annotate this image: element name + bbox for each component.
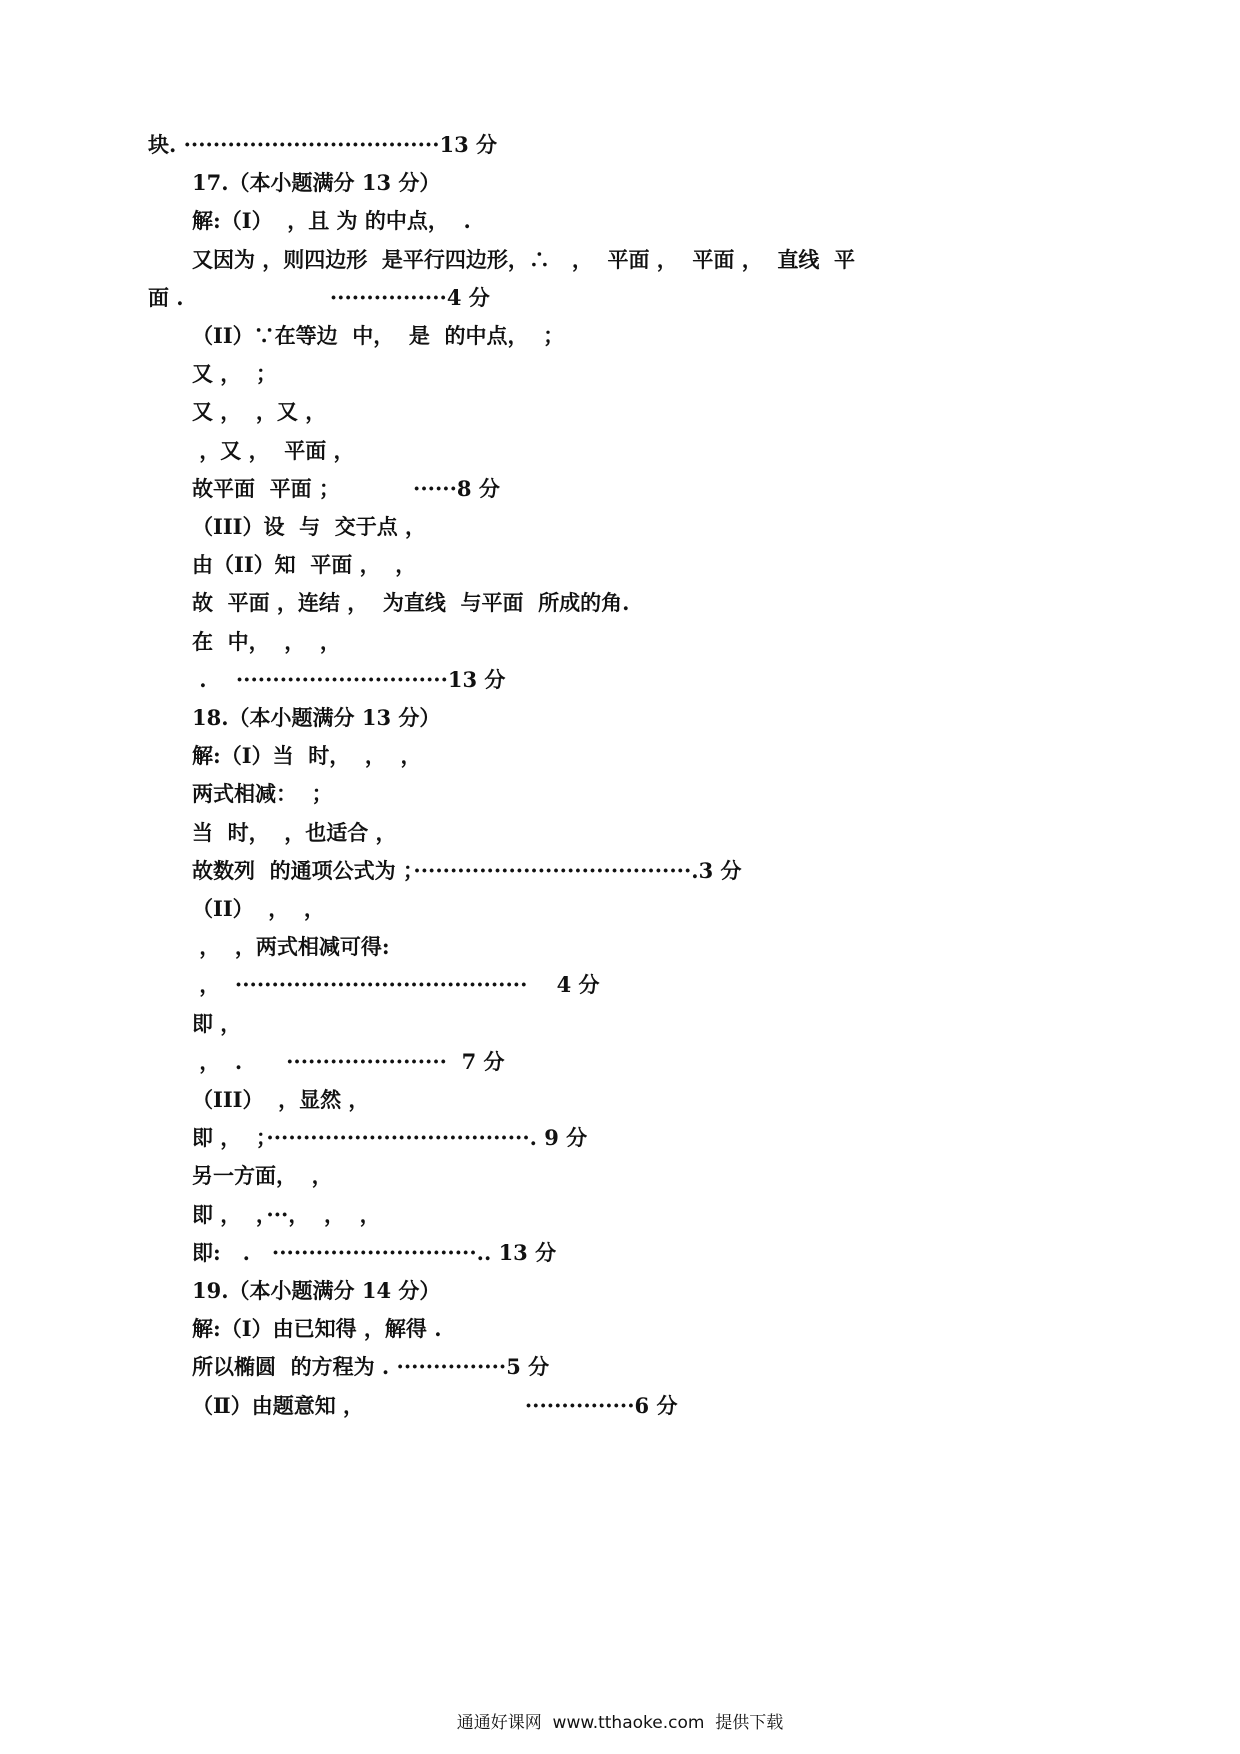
text-line: 又 ， ； [192,361,277,386]
text-line: 即 ， [192,1011,242,1036]
text-line: 故 平面 ，连结 ， 为直线 与平面 所成的角. [192,590,630,615]
text-line: （III） ，显然 ， [192,1087,370,1112]
text-line: （II） ， ， [192,896,325,921]
text-line: 18.（本小题满分 13 分） [192,705,441,730]
text-line: （II）∵在等边 中， 是 的中点， ； [192,323,565,348]
text-line: （Ⅱ）由题意知 ， ···············6 分 [192,1393,678,1418]
text-line: ， . ······················ 7 分 [192,1049,505,1074]
text-line: 又 ， ，又 ， [192,399,327,424]
text-line: 故数列 的通项公式为 ；······································.3 分 [192,858,742,883]
text-line: 另一方面， ， [192,1163,333,1188]
text-line: 当 时， ，也适合 ， [192,820,397,845]
text-line: 所以椭圆 的方程为 . ···············5 分 [192,1354,550,1379]
text-line: 块. ···································13 分 [148,132,498,157]
text-line: 即 ， ，···， ， ， [192,1202,381,1227]
text-line: 在 中， ， ， [192,629,341,654]
page-footer: 通通好课网 www.tthaoke.com 提供下载 [456,1713,784,1733]
text-line: 面 . ················4 分 [148,285,490,310]
text-line: 即 ， ；····································. 9 分 [192,1125,588,1150]
text-line: ，又 ， 平面 ， [192,438,355,463]
text-line: 解:（Ⅰ）由已知得 ，解得 . [192,1316,442,1341]
text-line: 故平面 平面 ； ······8 分 [192,476,500,501]
text-line: 又因为 ，则四边形 是平行四边形，∴ ， 平面 ， 平面 ， 直线 平 [192,247,855,272]
text-line: 即: . ····························.. 13 分 [192,1240,557,1265]
text-line: ， ········································ 4 分 [192,972,600,997]
text-line: 19.（本小题满分 14 分） [192,1278,441,1303]
text-line: 由（II）知 平面 ， ， [192,552,417,577]
text-line: 解:（Ⅰ） ，且 为 的中点， . [192,208,471,233]
text-line: ， ，两式相减可得: [192,934,390,959]
text-line: 解:（I）当 时， ， ， [192,743,422,768]
text-line: 17.（本小题满分 13 分） [192,170,441,195]
text-line: 两式相减： ； [192,781,333,806]
text-line: . ·····························13 分 [192,667,506,692]
text-line: （III）设 与 交于点 ， [192,514,427,539]
